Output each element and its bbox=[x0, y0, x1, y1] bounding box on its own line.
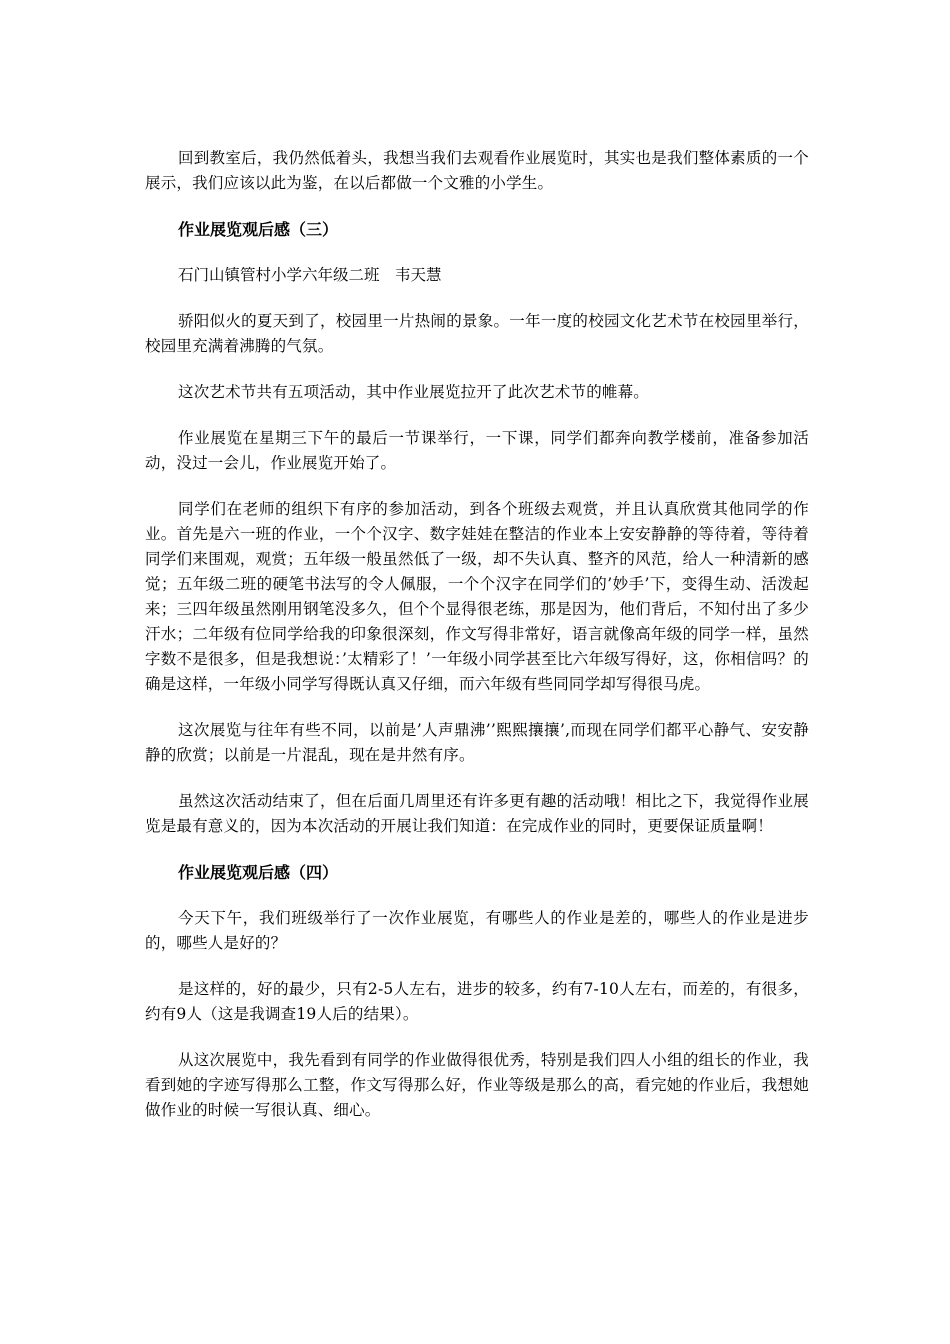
paragraph-gap bbox=[145, 242, 809, 263]
paragraph: 回到教室后，我仍然低着头，我想当我们去观看作业展览时，其实也是我们整体素质的一个展示，我们应该以此为鉴，在以后都做一个文雅的小学生。 bbox=[145, 149, 809, 192]
paragraph-gap bbox=[145, 476, 809, 497]
paragraph-gap bbox=[145, 956, 809, 977]
paragraph: 从这次展览中，我先看到有同学的作业做得很优秀，特别是我们四人小组的组长的作业，我看到她的字迹写得那么工整，作文写得那么好，作业等级是那么的高，看完她的作业后，我想她做作业的时候一写很认真、细心。 bbox=[145, 1051, 809, 1119]
section-heading-3: 作业展览观后感（三） bbox=[178, 220, 339, 239]
paragraph-gap bbox=[145, 1027, 809, 1048]
paragraph: 是这样的，好的最少，只有2-5人左右，进步的较多，约有7-10人左右，而差的，有很多，约有9人（这是我调查19人后的结果）。 bbox=[145, 980, 809, 1023]
paragraph-gap bbox=[145, 405, 809, 426]
paragraph: 虽然这次活动结束了，但在后面几周里还有许多更有趣的活动哦！相比之下，我觉得作业展览是最有意义的，因为本次活动的开展让我们知道：在完成作业的同时，更要保证质量啊！ bbox=[145, 792, 809, 835]
paragraph: 作业展览在星期三下午的最后一节课举行，一下课，同学们都奔向教学楼前，准备参加活动，没过一会儿，作业展览开始了。 bbox=[145, 429, 809, 472]
section-heading-4: 作业展览观后感（四） bbox=[178, 863, 339, 882]
paragraph: 同学们在老师的组织下有序的参加活动，到各个班级去观赏，并且认真欣赏其他同学的作业。首先是六一班的作业，一个个汉字、数字娃娃在整洁的作业本上安安静静的等待着，等待着同学们来围观，观赏；五年级一般虽然低了一级，却不失认真、整齐的风范，给人一种清新的感觉；五年级二班的硬笔书法写的令人佩服，一个个汉字在同学们的’妙手’下，变得生动、活泼起来；三四年级虽然刚用钢笔没多久，但个个显得很老练，那是因为，他们背后，不知付出了多少汗水；二年级有位同学给我的印象很深刻，作文写得非常好，语言就像高年级的同学一样，虽然字数不是很多，但是我想说：’太精彩了！’一年级小同学甚至比六年级写得好，这，你相信吗？的确是这样，一年级小同学写得既认真又仔细，而六年级有些同同学却写得很马虎。 bbox=[145, 500, 809, 693]
paragraph: 这次展览与往年有些不同，以前是’人声鼎沸’’熙熙攘攘’,而现在同学们都平心静气、安安静静的欣赏；以前是一片混乱，现在是井然有序。 bbox=[145, 721, 809, 764]
paragraph-gap bbox=[145, 839, 809, 860]
paragraph-gap bbox=[145, 885, 809, 906]
paragraph: 今天下午，我们班级举行了一次作业展览，有哪些人的作业是差的，哪些人的作业是进步的，哪些人是好的？ bbox=[145, 909, 809, 952]
paragraph-gap bbox=[145, 359, 809, 380]
document-page bbox=[145, 146, 809, 1123]
paragraph-gap bbox=[145, 288, 809, 309]
paragraph-gap bbox=[145, 196, 809, 217]
paragraph: 骄阳似火的夏天到了，校园里一片热闹的景象。一年一度的校园文化艺术节在校园里举行，校园里充满着沸腾的气氛。 bbox=[145, 312, 809, 355]
paragraph: 这次艺术节共有五项活动，其中作业展览拉开了此次艺术节的帷幕。 bbox=[178, 383, 650, 401]
paragraph-gap bbox=[145, 768, 809, 789]
paragraph-gap bbox=[145, 697, 809, 718]
author-line: 石门山镇管村小学六年级二班 韦天慧 bbox=[178, 266, 442, 284]
